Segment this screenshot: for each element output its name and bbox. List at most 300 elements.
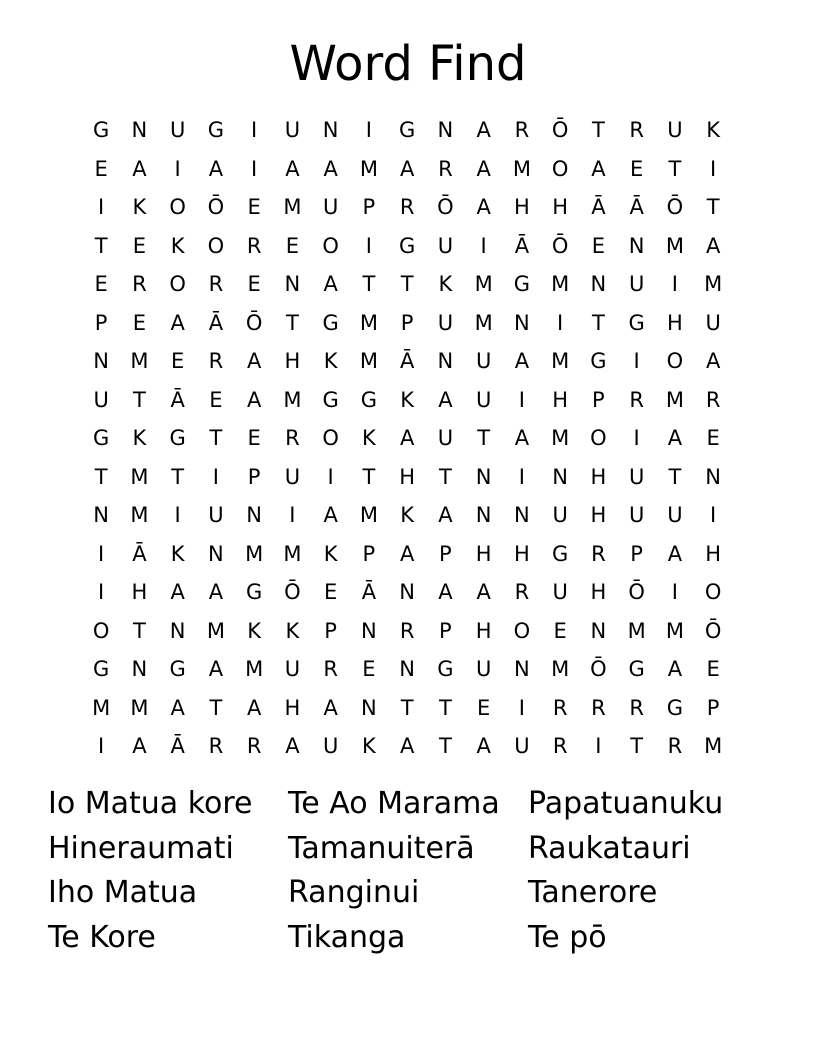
grid-letter: E	[706, 426, 720, 451]
grid-letter: K	[438, 272, 453, 297]
grid-letter: U	[705, 310, 721, 335]
grid-letter: A	[476, 118, 491, 143]
grid-letter: M	[130, 695, 149, 720]
grid-letter: R	[552, 695, 568, 720]
grid-letter: E	[209, 387, 223, 412]
grid-letter: P	[439, 541, 452, 566]
grid-letter: E	[247, 272, 261, 297]
grid-letter: A	[591, 156, 606, 181]
grid-row	[82, 612, 733, 651]
grid-letter: R	[246, 233, 262, 258]
grid-letter: E	[476, 695, 491, 720]
grid-letter: Ā	[361, 580, 377, 605]
grid-letter: U	[437, 310, 454, 335]
grid-letter: I	[365, 118, 372, 143]
grid-letter: O	[704, 580, 722, 605]
grid-letter: T	[132, 618, 146, 643]
grid-letter: O	[513, 618, 531, 643]
grid-letter: M	[474, 272, 493, 297]
grid-letter: R	[667, 734, 683, 759]
grid-letter: K	[400, 387, 415, 412]
grid-letter: A	[208, 580, 224, 605]
grid-letter: R	[552, 734, 568, 759]
grid-letter: A	[399, 156, 415, 181]
grid-letter: E	[285, 233, 300, 258]
grid-letter: N	[399, 580, 415, 605]
grid-letter: I	[212, 464, 219, 489]
grid-letter: O	[551, 156, 569, 181]
grid-letter: I	[98, 580, 105, 605]
grid-row	[82, 381, 733, 420]
grid-row	[82, 227, 733, 266]
grid-letter: A	[399, 734, 415, 759]
grid-letter: K	[247, 618, 262, 643]
grid-letter: N	[361, 695, 377, 720]
grid-letter: R	[629, 387, 644, 412]
grid-letter: I	[98, 541, 105, 566]
grid-letter: R	[629, 695, 644, 720]
grid-letter: I	[98, 195, 105, 220]
grid-letter: R	[399, 618, 415, 643]
grid-letter: I	[710, 503, 717, 528]
grid-letter: N	[437, 349, 454, 374]
grid-letter: A	[132, 734, 147, 759]
grid-letter: M	[665, 618, 684, 643]
grid-letter: A	[246, 695, 262, 720]
grid-letter: M	[551, 349, 570, 374]
grid-letter: P	[592, 387, 605, 412]
grid-letter: Ā	[399, 349, 415, 374]
grid-letter: T	[400, 695, 414, 720]
grid-letter: T	[438, 464, 452, 489]
grid-letter: O	[322, 233, 339, 258]
grid-letter: M	[665, 387, 684, 412]
grid-letter: A	[476, 734, 491, 759]
grid-letter: M	[283, 195, 302, 220]
grid-letter: U	[475, 387, 492, 412]
grid-letter: Ō	[437, 195, 454, 220]
grid-letter: A	[170, 310, 185, 335]
grid-letter: A	[170, 695, 185, 720]
grid-letter: G	[551, 541, 569, 566]
grid-letter: N	[284, 272, 301, 297]
grid-letter: E	[591, 233, 606, 258]
grid-letter: R	[629, 118, 644, 143]
grid-row	[82, 342, 733, 381]
grid-letter: N	[361, 618, 377, 643]
grid-letter: N	[514, 503, 530, 528]
grid-letter: Ō	[245, 310, 263, 335]
grid-letter: U	[284, 657, 301, 682]
grid-letter: R	[323, 657, 338, 682]
grid-letter: G	[322, 387, 339, 412]
grid-letter: E	[132, 233, 147, 258]
grid-letter: N	[93, 349, 109, 374]
grid-letter: P	[706, 695, 720, 720]
grid-letter: G	[628, 657, 645, 682]
grid-letter: A	[514, 426, 530, 451]
grid-letter: H	[552, 195, 569, 220]
word-list-item: Papatuanuku	[528, 786, 724, 821]
grid-letter: I	[327, 464, 334, 489]
grid-letter: E	[132, 310, 147, 335]
grid-letter: R	[208, 734, 224, 759]
grid-row	[82, 496, 733, 535]
grid-letter: M	[245, 541, 264, 566]
grid-letter: M	[665, 233, 684, 258]
grid-letter: H	[666, 310, 683, 335]
grid-letter: U	[322, 734, 339, 759]
grid-letter: K	[361, 734, 376, 759]
grid-letter: O	[207, 233, 225, 258]
grid-letter: I	[671, 272, 678, 297]
grid-letter: H	[590, 464, 607, 489]
grid-letter: A	[132, 156, 147, 181]
grid-letter: Ō	[207, 195, 225, 220]
grid-letter: T	[668, 464, 682, 489]
grid-letter: E	[94, 272, 108, 297]
grid-row	[82, 304, 733, 343]
grid-letter: N	[590, 618, 607, 643]
grid-letter: N	[208, 541, 224, 566]
grid-letter: H	[284, 695, 301, 720]
grid-letter: R	[208, 349, 224, 374]
grid-letter: U	[628, 464, 645, 489]
grid-letter: I	[710, 156, 717, 181]
grid-letter: M	[359, 503, 378, 528]
grid-letter: I	[174, 156, 181, 181]
grid-letter: N	[437, 118, 454, 143]
grid-letter: T	[630, 734, 644, 759]
grid-letter: T	[591, 310, 605, 335]
grid-letter: G	[590, 349, 607, 374]
grid-letter: T	[400, 272, 414, 297]
grid-letter: Ō	[590, 657, 607, 682]
grid-letter: Ā	[132, 541, 147, 566]
grid-letter: O	[169, 272, 186, 297]
grid-letter: G	[628, 310, 645, 335]
grid-letter: O	[169, 195, 186, 220]
grid-letter: N	[475, 464, 492, 489]
grid-letter: M	[551, 657, 570, 682]
grid-letter: R	[514, 118, 530, 143]
grid-letter: T	[94, 464, 108, 489]
grid-letter: M	[359, 349, 378, 374]
word-list-item: Ranginui	[288, 875, 420, 911]
letter-grid	[82, 111, 733, 766]
grid-letter: T	[171, 464, 185, 489]
grid-letter: E	[94, 156, 108, 181]
word-list-item: Te Kore	[48, 920, 156, 956]
grid-letter: N	[131, 657, 148, 682]
grid-row	[82, 419, 733, 458]
grid-letter: T	[285, 310, 299, 335]
grid-letter: K	[361, 426, 376, 451]
grid-letter: U	[667, 503, 683, 528]
grid-row	[82, 188, 733, 227]
grid-letter: E	[170, 349, 185, 374]
grid-letter: T	[209, 695, 223, 720]
grid-letter: U	[208, 503, 224, 528]
grid-letter: O	[666, 349, 684, 374]
grid-letter: T	[477, 426, 491, 451]
grid-letter: H	[513, 195, 530, 220]
grid-letter: A	[667, 426, 683, 451]
grid-letter: G	[169, 657, 186, 682]
grid-letter: P	[324, 618, 337, 643]
grid-letter: G	[513, 272, 531, 297]
grid-letter: H	[513, 541, 530, 566]
grid-letter: A	[323, 156, 338, 181]
grid-letter: U	[628, 272, 645, 297]
grid-letter: T	[362, 464, 376, 489]
grid-letter: G	[322, 310, 339, 335]
grid-row	[82, 150, 733, 189]
grid-letter: T	[94, 233, 108, 258]
grid-letter: N	[246, 503, 262, 528]
grid-row	[82, 650, 733, 689]
grid-letter: U	[437, 426, 454, 451]
grid-letter: P	[400, 310, 414, 335]
grid-letter: H	[475, 541, 492, 566]
grid-letter: K	[170, 541, 185, 566]
grid-letter: K	[400, 503, 415, 528]
grid-letter: E	[247, 426, 261, 451]
word-list-item: Te pō	[528, 920, 607, 956]
word-list-item: Io Matua kore	[48, 786, 253, 821]
grid-letter: N	[399, 657, 415, 682]
grid-row	[82, 265, 733, 304]
grid-letter: N	[93, 503, 109, 528]
grid-letter: R	[591, 695, 606, 720]
grid-letter: H	[705, 541, 722, 566]
grid-letter: A	[323, 695, 338, 720]
grid-letter: N	[475, 503, 492, 528]
grid-letter: T	[209, 426, 223, 451]
grid-letter: Ā	[170, 734, 185, 759]
grid-letter: P	[247, 464, 261, 489]
grid-letter: U	[169, 118, 186, 143]
grid-letter: E	[323, 580, 338, 605]
grid-letter: R	[285, 426, 300, 451]
word-list-item: Tamanuiterā	[288, 830, 475, 866]
grid-letter: P	[362, 541, 376, 566]
grid-letter: T	[132, 387, 146, 412]
grid-letter: I	[557, 310, 564, 335]
grid-letter: Ā	[170, 387, 185, 412]
grid-letter: M	[283, 387, 302, 412]
grid-letter: A	[438, 387, 453, 412]
grid-letter: H	[590, 580, 607, 605]
grid-letter: Ā	[591, 195, 606, 220]
grid-letter: I	[98, 734, 105, 759]
grid-letter: G	[398, 233, 416, 258]
grid-letter: I	[518, 464, 525, 489]
grid-letter: I	[633, 349, 640, 374]
grid-letter: G	[169, 426, 186, 451]
grid-letter: A	[323, 503, 338, 528]
grid-row	[82, 573, 733, 612]
grid-letter: A	[170, 580, 185, 605]
grid-letter: A	[476, 156, 491, 181]
grid-letter: A	[514, 349, 530, 374]
grid-letter: H	[475, 618, 492, 643]
grid-letter: A	[476, 580, 491, 605]
grid-letter: E	[553, 618, 567, 643]
grid-letter: U	[322, 195, 339, 220]
grid-letter: I	[671, 580, 678, 605]
grid-letter: G	[398, 118, 416, 143]
grid-letter: G	[92, 426, 110, 451]
grid-letter: R	[208, 272, 224, 297]
grid-letter: E	[247, 195, 261, 220]
grid-letter: I	[174, 503, 181, 528]
grid-letter: N	[590, 272, 607, 297]
grid-letter: Ō	[666, 195, 684, 220]
grid-letter: G	[437, 657, 454, 682]
grid-letter: Ā	[629, 195, 644, 220]
grid-letter: Ā	[514, 233, 530, 258]
grid-letter: U	[552, 503, 568, 528]
grid-letter: H	[399, 464, 416, 489]
word-list	[48, 782, 768, 961]
grid-letter: M	[283, 541, 302, 566]
grid-letter: Ō	[551, 233, 569, 258]
grid-letter: H	[590, 503, 607, 528]
grid-letter: N	[705, 464, 721, 489]
grid-letter: E	[362, 657, 376, 682]
grid-letter: T	[668, 156, 682, 181]
grid-letter: T	[591, 118, 605, 143]
grid-letter: A	[438, 503, 453, 528]
grid-letter: R	[132, 272, 147, 297]
grid-letter: T	[438, 695, 452, 720]
grid-letter: T	[438, 734, 452, 759]
grid-letter: K	[170, 233, 185, 258]
grid-letter: K	[132, 195, 147, 220]
grid-letter: A	[705, 233, 721, 258]
grid-letter: U	[475, 349, 492, 374]
word-list-item: Raukatauri	[528, 830, 691, 866]
grid-letter: M	[245, 657, 264, 682]
word-list-item: Te Ao Marama	[288, 786, 500, 821]
word-list-item: Tikanga	[288, 920, 406, 956]
grid-letter: I	[289, 503, 296, 528]
grid-letter: O	[92, 618, 110, 643]
word-list-item: Tanerore	[528, 875, 658, 911]
grid-letter: R	[438, 156, 453, 181]
grid-letter: U	[514, 734, 530, 759]
grid-letter: I	[518, 387, 525, 412]
grid-letter: U	[437, 233, 454, 258]
grid-letter: R	[705, 387, 721, 412]
grid-letter: R	[514, 580, 530, 605]
grid-letter: A	[285, 734, 300, 759]
grid-letter: P	[362, 195, 376, 220]
grid-letter: N	[514, 657, 530, 682]
grid-letter: A	[667, 541, 683, 566]
grid-letter: E	[629, 156, 644, 181]
grid-letter: N	[552, 464, 568, 489]
grid-letter: H	[131, 580, 148, 605]
grid-letter: G	[92, 118, 110, 143]
grid-letter: A	[208, 156, 224, 181]
grid-letter: Ō	[551, 118, 569, 143]
grid-letter: T	[362, 272, 376, 297]
grid-letter: M	[359, 156, 378, 181]
grid-letter: I	[633, 426, 640, 451]
grid-letter: P	[439, 618, 452, 643]
grid-letter: A	[438, 580, 453, 605]
grid-letter: K	[323, 349, 338, 374]
grid-letter: U	[667, 118, 683, 143]
grid-letter: Ō	[628, 580, 645, 605]
grid-row	[82, 458, 733, 497]
grid-letter: G	[245, 580, 263, 605]
grid-letter: H	[284, 349, 301, 374]
grid-letter: M	[130, 349, 149, 374]
grid-letter: N	[131, 118, 148, 143]
grid-letter: N	[322, 118, 339, 143]
grid-letter: M	[130, 464, 149, 489]
grid-letter: U	[475, 657, 492, 682]
grid-letter: N	[628, 233, 645, 258]
grid-letter: M	[359, 310, 378, 335]
grid-letter: M	[627, 618, 646, 643]
grid-letter: A	[667, 657, 683, 682]
page-title: Word Find	[289, 36, 527, 92]
grid-letter: P	[94, 310, 108, 335]
word-list-item: Hineraumati	[48, 830, 234, 866]
grid-letter: G	[360, 387, 378, 412]
grid-letter: A	[246, 349, 262, 374]
grid-letter: Ō	[704, 618, 722, 643]
grid-letter: U	[284, 118, 301, 143]
grid-letter: I	[595, 734, 602, 759]
grid-letter: N	[514, 310, 530, 335]
grid-letter: A	[208, 657, 224, 682]
grid-letter: I	[480, 233, 487, 258]
grid-letter: A	[705, 349, 721, 374]
grid-row	[82, 689, 733, 728]
grid-letter: Ā	[208, 310, 224, 335]
grid-letter: R	[399, 195, 415, 220]
grid-letter: I	[365, 233, 372, 258]
grid-letter: M	[512, 156, 531, 181]
grid-letter: U	[552, 580, 568, 605]
grid-letter: Ō	[284, 580, 301, 605]
grid-letter: E	[706, 657, 720, 682]
grid-letter: A	[285, 156, 300, 181]
grid-letter: M	[551, 272, 570, 297]
grid-letter: T	[706, 195, 720, 220]
grid-letter: A	[399, 426, 415, 451]
grid-letter: P	[630, 541, 643, 566]
word-list-item: Iho Matua	[48, 875, 198, 911]
grid-letter: R	[246, 734, 262, 759]
grid-letter: R	[591, 541, 606, 566]
grid-letter: M	[704, 734, 723, 759]
grid-letter: I	[251, 156, 258, 181]
grid-letter: U	[93, 387, 109, 412]
grid-letter: M	[474, 310, 493, 335]
grid-letter: O	[590, 426, 607, 451]
grid-letter: U	[628, 503, 645, 528]
grid-letter: H	[552, 387, 569, 412]
grid-row	[82, 111, 733, 150]
grid-letter: M	[206, 618, 225, 643]
grid-letter: N	[169, 618, 186, 643]
